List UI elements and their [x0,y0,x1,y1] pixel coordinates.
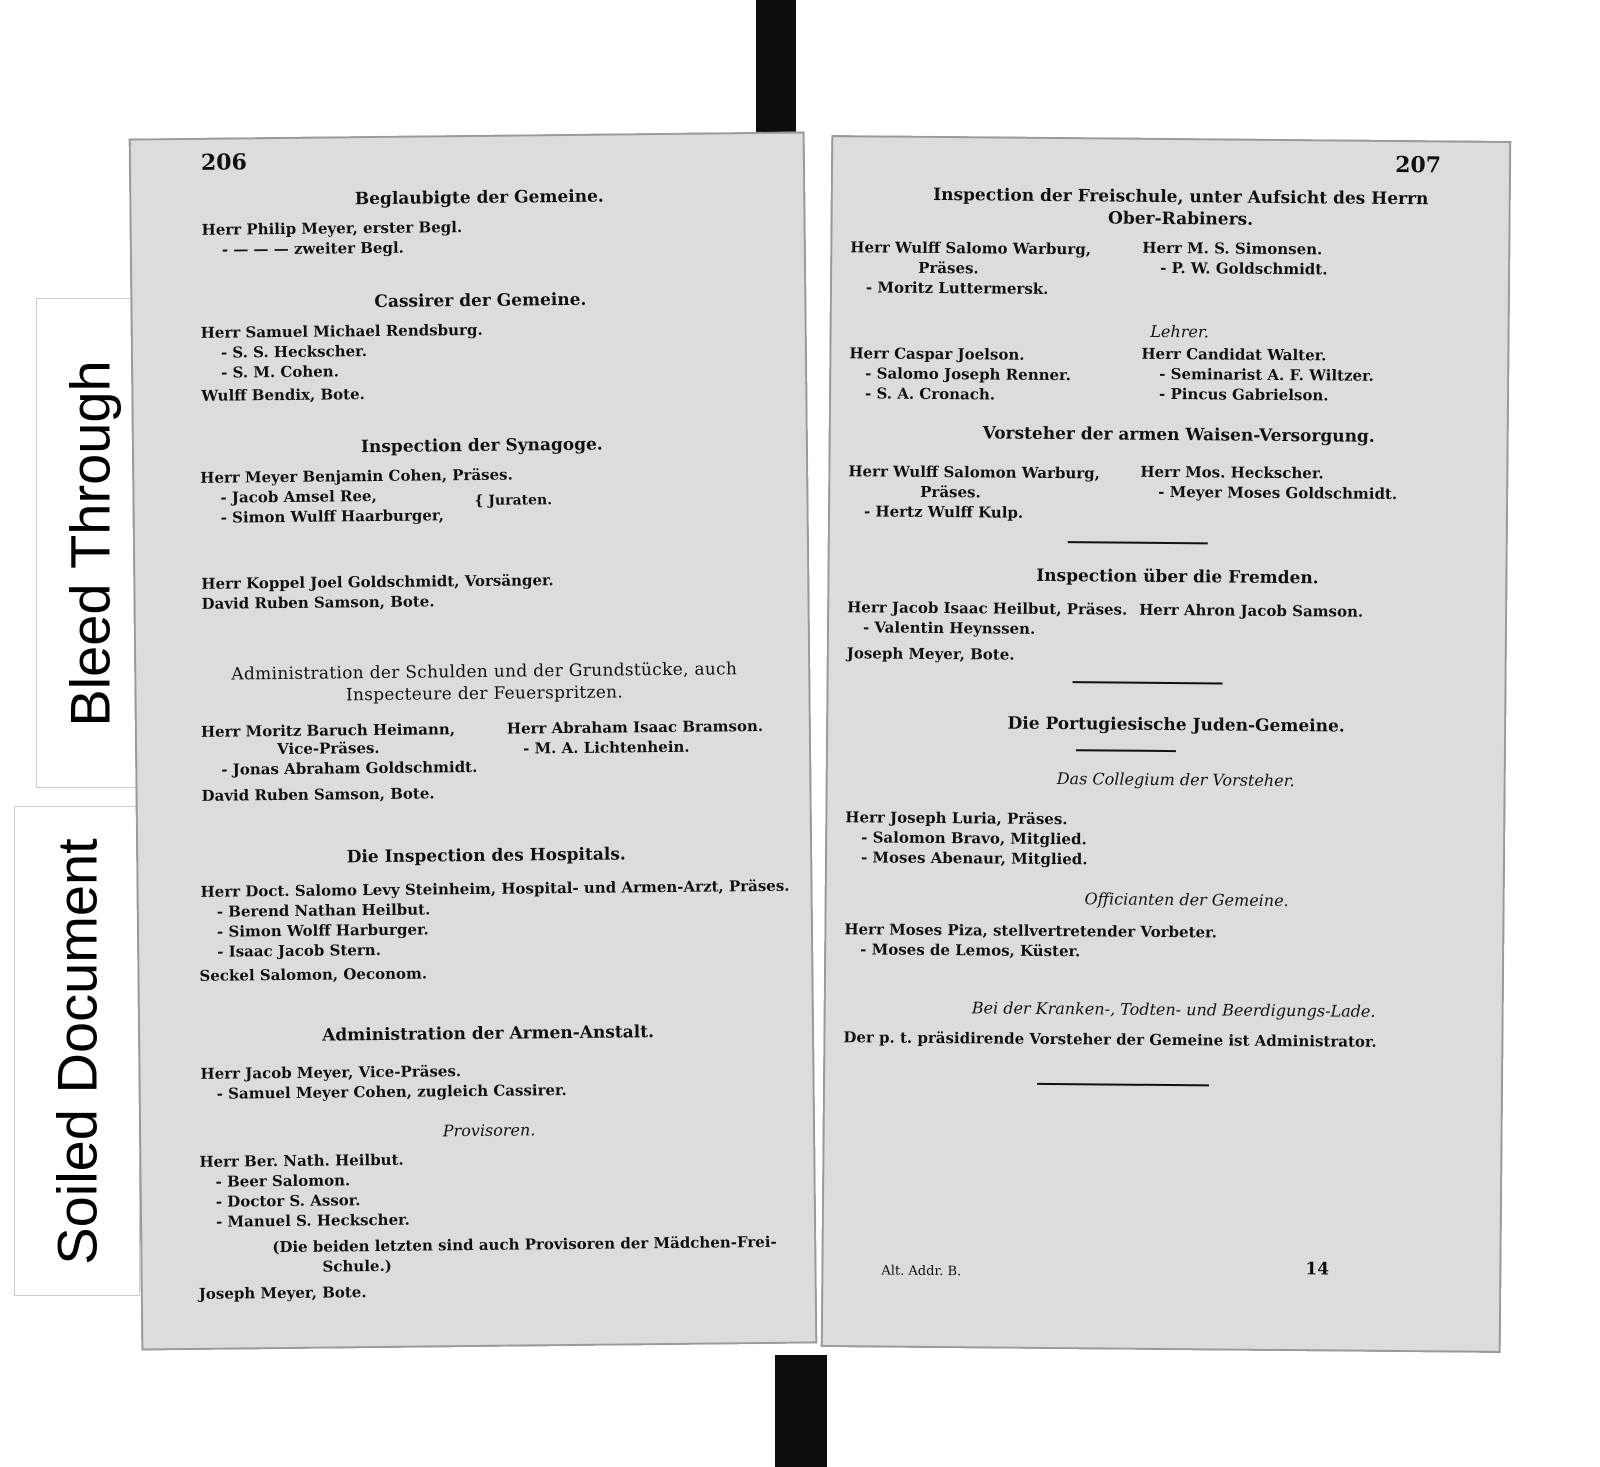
list-item: - — — — zweiter Begl. [221,238,404,259]
bleed-through-label: Bleed Through [36,298,144,788]
subsection-title: Officianten der Gemeine. [1084,889,1289,911]
section-title: Die Inspection des Hospitals. [346,844,626,868]
list-item: - Salomo Joseph Renner. [865,364,1071,385]
list-item: Wulff Bendix, Bote. [201,385,365,405]
section-title: Inspecteure der Feuerspritzen. [345,682,624,706]
divider [1073,681,1223,684]
list-item: Herr Meyer Benjamin Cohen, Präses. [200,465,513,487]
list-item: Joseph Meyer, Bote. [846,644,1015,664]
list-item: - P. W. Goldschmidt. [1160,258,1328,279]
list-item: - Valentin Heynssen. [862,618,1036,638]
juraten-text: Juraten. [488,492,553,509]
subsection-title: Bei der Kranken-, Todten- und Beerdigungs-Lade. [971,998,1376,1021]
juraten-label: { Juraten. [474,492,553,509]
list-item: - Doctor S. Assor. [215,1191,361,1211]
divider [1037,1083,1209,1087]
section-title: Administration der Armen-Anstalt. [322,1022,655,1046]
section-title: Beglaubigte der Gemeine. [354,186,604,210]
list-item: - Jacob Amsel Ree, [220,486,377,507]
list-item: - Manuel S. Heckscher. [215,1210,410,1231]
list-item: Herr Candidat Walter. [1141,344,1327,365]
list-item: Herr Wulff Salomon Warburg, [848,462,1100,483]
section-title: Inspection über die Fremden. [1036,565,1319,589]
note: Schule.) [322,1256,392,1276]
list-item: Herr Philip Meyer, erster Begl. [201,218,463,239]
list-item: David Ruben Samson, Bote. [201,592,435,613]
section-title: Die Portugiesische Juden-Gemeine. [1007,713,1345,737]
list-item: - S. S. Heckscher. [220,342,367,362]
list-item: - Isaac Jacob Stern. [217,940,381,961]
section-title: Inspection der Synagoge. [360,434,603,458]
list-item: - Seminarist A. F. Wiltzer. [1159,364,1374,385]
subsection-title: Das Collegium der Vorsteher. [1056,769,1295,791]
list-item: - Meyer Moses Goldschmidt. [1158,482,1398,504]
section-title: Cassirer der Gemeine. [374,289,587,313]
list-item: Herr Joseph Luria, Präses. [845,808,1068,829]
soiled-document-label: Soiled Document [14,806,140,1296]
list-item: - S. M. Cohen. [221,362,339,382]
list-item: - Beer Salomon. [215,1171,351,1191]
note: (Die beiden letzten sind auch Provisoren der Mädchen-Frei- [272,1232,777,1257]
subsection-title: Provisoren. [442,1120,536,1141]
list-item: Herr Jacob Meyer, Vice-Präses. [200,1062,462,1083]
footer-signature: Alt. Addr. B. [881,1263,962,1280]
list-item: Der p. t. präsidirende Vorsteher der Gemeine ist Administrator. [843,1028,1377,1051]
list-item: Herr Mos. Heckscher. [1140,462,1324,483]
footer-sheet-number: 14 [1305,1259,1330,1280]
list-item: Herr Ahron Jacob Samson. [1139,600,1364,621]
divider [1068,541,1208,544]
list-item: Herr Koppel Joel Goldschmidt, Vorsänger. [201,571,554,593]
list-item: - Simon Wulff Haarburger, [220,506,444,527]
list-item: Vice-Präses. [276,738,380,759]
list-item: - M. A. Lichtenhein. [522,737,690,758]
left-page [129,131,818,1350]
subsection-title: Lehrer. [1150,321,1209,342]
list-item: Joseph Meyer, Bote. [198,1283,367,1303]
section-title: Ober-Rabiners. [1107,208,1254,230]
list-item: - Pincus Gabrielson. [1158,384,1329,405]
list-item: - Moses Abenaur, Mitglied. [860,848,1088,869]
bottom-tape [775,1355,827,1467]
page-number-right: 207 [1395,151,1442,179]
list-item: Herr Ber. Nath. Heilbut. [199,1150,404,1171]
top-tape [756,0,796,150]
list-item: Herr Doct. Salomo Levy Steinheim, Hospital- und Armen-Arzt, Präses. [200,876,790,901]
divider [1076,749,1176,752]
list-item: - Berend Nathan Heilbut. [216,900,431,921]
list-item: Seckel Salomon, Oeconom. [199,964,428,985]
list-item: Präses. [918,258,979,278]
section-title: Vorsteher der armen Waisen-Versorgung. [982,423,1375,447]
list-item: Herr M. S. Simonsen. [1142,238,1323,259]
list-item: - Simon Wolff Harburger. [216,920,429,941]
page-number-left: 206 [200,149,248,176]
list-item: - Samuel Meyer Cohen, zugleich Cassirer. [216,1081,567,1103]
list-item: Präses. [920,482,981,502]
list-item: - Moses de Lemos, Küster. [860,940,1081,961]
list-item: - Salomon Bravo, Mitglied. [861,828,1087,849]
list-item: Herr Samuel Michael Rendsburg. [200,320,483,342]
section-title: Inspection der Freischule, unter Aufsicht des Herrn [933,184,1429,210]
list-item: - S. A. Cronach. [864,384,996,404]
section-title: Administration der Schulden und der Grundstücke, auch [231,659,738,685]
right-page [821,135,1512,1353]
list-item: Herr Wulff Salomo Warburg, [850,238,1092,259]
list-item: Herr Abraham Isaac Bramson. [506,716,764,738]
list-item: - Hertz Wulff Kulp. [863,502,1024,522]
list-item: Herr Jacob Isaac Heilbut, Präses. [847,598,1128,619]
list-item: Herr Moses Piza, stellvertretender Vorbeter. [844,920,1217,942]
list-item: - Moritz Luttermersk. [865,278,1049,298]
list-item: - Jonas Abraham Goldschmidt. [221,757,478,779]
list-item: Herr Moritz Baruch Heimann, [200,720,456,741]
list-item: Herr Caspar Joelson. [849,344,1025,364]
list-item: David Ruben Samson, Bote. [201,784,435,805]
